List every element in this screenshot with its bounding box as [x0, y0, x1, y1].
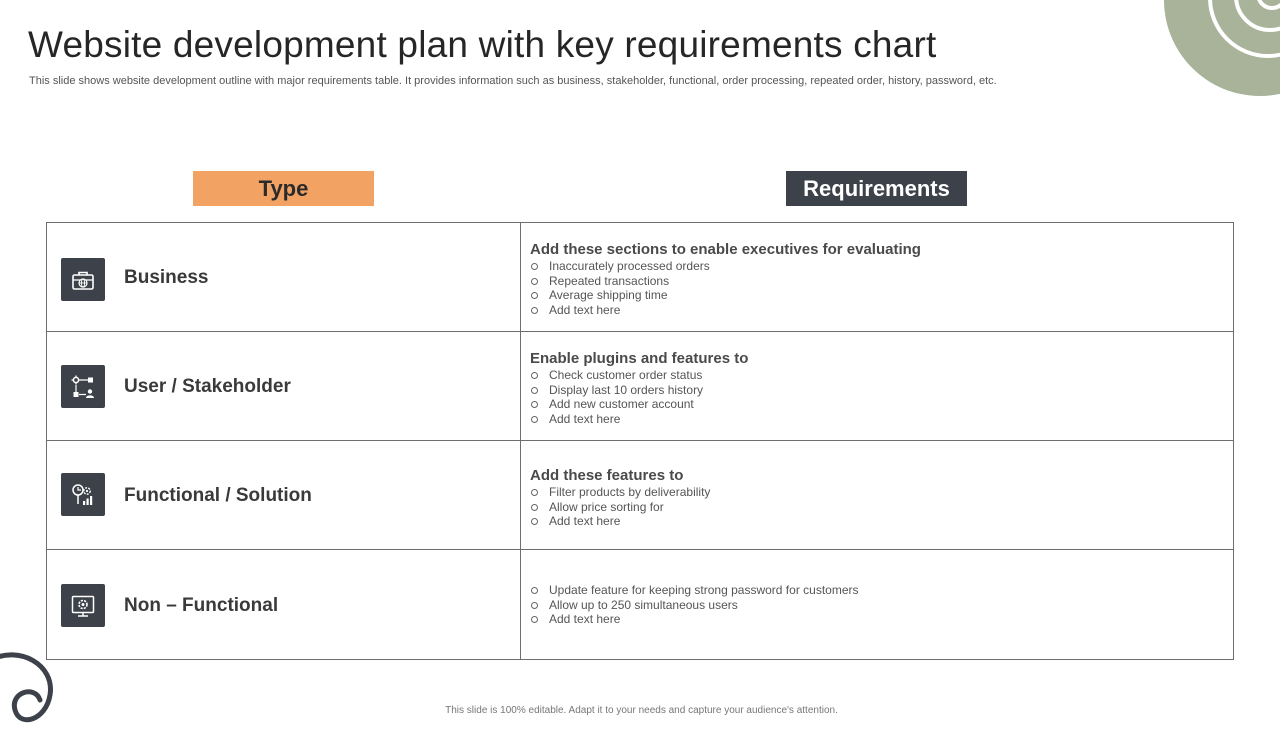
decorative-swirl-top — [1160, 0, 1280, 100]
page-title: Website development plan with key requirements chart — [28, 24, 937, 65]
type-label: User / Stakeholder — [124, 376, 291, 397]
requirement-block — [530, 467, 1220, 529]
list-item: Add text here — [530, 303, 1220, 318]
table-row-business — [47, 223, 1233, 332]
requirement-list — [530, 368, 1220, 426]
type-label: Business — [124, 267, 209, 288]
list-item: Add text here — [530, 514, 1220, 529]
analytics-gear-icon — [61, 473, 105, 516]
list-item: Add text here — [530, 612, 1220, 627]
monitor-gear-icon — [61, 584, 105, 627]
type-header: Type — [193, 171, 374, 206]
requirement-list — [530, 259, 1220, 317]
type-label: Non – Functional — [124, 595, 279, 616]
table-row-user-stakeholder — [47, 332, 1233, 441]
list-item: Average shipping time — [530, 288, 1220, 303]
list-item: Allow price sorting for — [530, 500, 1220, 515]
requirement-heading: Add these features to — [530, 467, 684, 484]
requirements-table — [46, 222, 1234, 660]
list-item: Display last 10 orders history — [530, 383, 1220, 398]
column-divider — [520, 550, 521, 660]
table-row-functional-solution — [47, 441, 1233, 550]
type-label: Functional / Solution — [124, 485, 312, 506]
list-item: Repeated transactions — [530, 274, 1220, 289]
requirement-block — [530, 583, 1220, 627]
column-divider — [520, 441, 521, 549]
briefcase-globe-icon — [61, 258, 105, 301]
requirement-block — [530, 350, 1220, 426]
requirement-heading: Enable plugins and features to — [530, 350, 749, 367]
requirement-heading: Add these sections to enable executives for evaluating — [530, 241, 921, 258]
requirement-list — [530, 485, 1220, 529]
column-divider — [520, 223, 521, 331]
list-item: Check customer order status — [530, 368, 1220, 383]
requirement-block — [530, 241, 1220, 317]
list-item: Add new customer account — [530, 397, 1220, 412]
requirement-list — [530, 583, 1220, 627]
page-subtitle: This slide shows website development outline with major requirements table. It provides information such as business, stakeholder, functional, order processing, repeated order, history, password, etc. — [29, 75, 997, 87]
table-row-non-functional — [47, 550, 1233, 660]
slide-footer: This slide is 100% editable. Adapt it to your needs and capture your audience's attention. — [445, 705, 838, 716]
list-item: Update feature for keeping strong password for customers — [530, 583, 1220, 598]
list-item: Add text here — [530, 412, 1220, 427]
workflow-user-icon — [61, 365, 105, 408]
list-item: Inaccurately processed orders — [530, 259, 1220, 274]
column-divider — [520, 332, 521, 440]
requirements-header: Requirements — [786, 171, 967, 206]
list-item: Allow up to 250 simultaneous users — [530, 598, 1220, 613]
list-item: Filter products by deliverability — [530, 485, 1220, 500]
